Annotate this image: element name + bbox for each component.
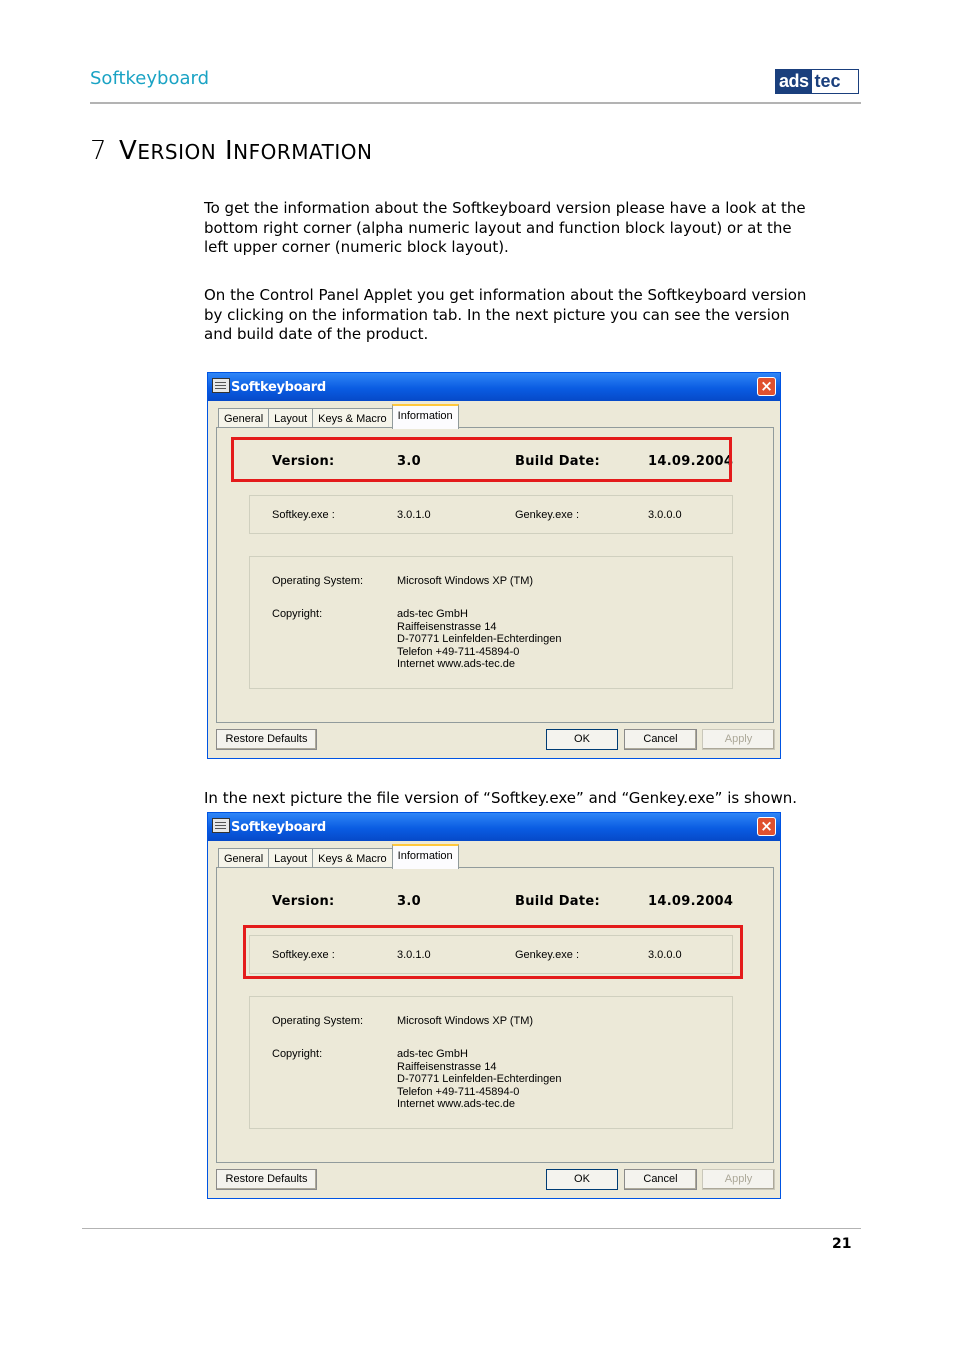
genkey-value: 3.0.0.0 — [648, 949, 682, 961]
genkey-label: Genkey.exe : — [515, 509, 579, 521]
dialog-titlebar[interactable] — [208, 813, 780, 841]
tab-bar — [218, 847, 458, 869]
restore-defaults-button[interactable]: Restore Defaults — [216, 729, 317, 750]
copyright-label: Copyright: — [272, 1048, 323, 1060]
softkeyboard-dialog-2 — [207, 812, 781, 1199]
copyright-block — [397, 1048, 562, 1111]
os-label: Operating System: — [272, 575, 364, 587]
tab-information[interactable]: Information — [392, 404, 459, 429]
heading-word-nformation: NFORMATION — [233, 140, 373, 164]
heading-letter-v: V — [119, 136, 138, 166]
copyright-block — [397, 608, 562, 671]
copyright-line: ads-tec GmbH — [397, 608, 468, 620]
copyright-line: D-70771 Leinfelden-Echterdingen — [397, 633, 562, 645]
copyright-line: D-70771 Leinfelden-Echterdingen — [397, 1073, 562, 1085]
tab-general[interactable]: General — [218, 408, 269, 429]
genkey-value: 3.0.0.0 — [648, 509, 682, 521]
heading-word-ersion: ERSION — [137, 140, 217, 164]
genkey-label: Genkey.exe : — [515, 949, 579, 961]
copyright-line: Internet www.ads-tec.de — [397, 658, 516, 670]
highlight-version-build — [231, 437, 732, 482]
header-title: Softkeyboard — [90, 68, 210, 89]
copyright-line: Raiffeisenstrasse 14 — [397, 1060, 497, 1073]
dialog-title: Softkeyboard — [231, 820, 326, 835]
close-button[interactable]: × — [757, 377, 776, 396]
system-info-group — [249, 556, 733, 689]
copyright-line: Telefon +49-711-45894-0 — [397, 1085, 520, 1098]
paragraph-1: To get the information about the Softkeyboard version please have a look at the bottom right corner (alpha numeric layout and function block layout) or at the left upper corner (numeric block layout). — [204, 199, 806, 256]
version-label: Version: — [272, 454, 335, 469]
os-label: Operating System: — [272, 1015, 364, 1027]
highlight-file-versions — [243, 925, 743, 979]
cancel-button[interactable]: Cancel — [624, 1169, 697, 1190]
keyboard-icon — [212, 378, 230, 393]
file-version-group — [249, 495, 733, 534]
softkey-value: 3.0.1.0 — [397, 949, 431, 961]
version-label: Version: — [272, 894, 335, 909]
keyboard-icon — [212, 818, 230, 833]
page-number: 21 — [832, 1236, 852, 1252]
dialog-titlebar[interactable] — [208, 373, 780, 401]
section-heading — [90, 136, 372, 166]
tab-layout[interactable]: Layout — [268, 848, 313, 869]
version-value: 3.0 — [397, 894, 421, 909]
restore-defaults-button[interactable]: Restore Defaults — [216, 1169, 317, 1190]
heading-letter-i: I — [224, 136, 234, 166]
system-info-group — [249, 996, 733, 1129]
build-date-value: 14.09.2004 — [648, 454, 734, 469]
apply-button[interactable]: Apply — [702, 1169, 775, 1190]
tab-information[interactable]: Information — [392, 844, 459, 869]
section-number: 7 — [90, 136, 108, 166]
tab-keys-macro[interactable]: Keys & Macro — [312, 408, 392, 429]
os-value: Microsoft Windows XP (TM) — [397, 1015, 534, 1027]
softkey-value: 3.0.1.0 — [397, 509, 431, 521]
information-panel — [216, 867, 774, 1163]
softkey-label: Softkey.exe : — [272, 949, 335, 961]
softkeyboard-dialog-1 — [207, 372, 781, 759]
footer-divider — [82, 1228, 861, 1229]
ok-button[interactable]: OK — [546, 1169, 618, 1190]
build-date-label: Build Date: — [515, 454, 601, 469]
cancel-button[interactable]: Cancel — [624, 729, 697, 750]
os-value: Microsoft Windows XP (TM) — [397, 575, 534, 587]
copyright-line: Telefon +49-711-45894-0 — [397, 645, 520, 658]
ads-tec-logo — [775, 69, 859, 94]
logo-tec: tec — [812, 70, 844, 93]
tab-bar — [218, 407, 458, 429]
tab-general[interactable]: General — [218, 848, 269, 869]
dialog-title: Softkeyboard — [231, 380, 326, 395]
apply-button[interactable]: Apply — [702, 729, 775, 750]
logo-ads: ads — [776, 70, 812, 93]
close-button[interactable]: × — [757, 817, 776, 836]
copyright-line: Raiffeisenstrasse 14 — [397, 620, 497, 633]
softkey-label: Softkey.exe : — [272, 509, 335, 521]
ok-button[interactable]: OK — [546, 729, 618, 750]
build-date-value: 14.09.2004 — [648, 894, 734, 909]
paragraph-3: In the next picture the file version of “Softkey.exe” and “Genkey.exe” is shown. — [204, 789, 797, 807]
tab-keys-macro[interactable]: Keys & Macro — [312, 848, 392, 869]
copyright-line: Internet www.ads-tec.de — [397, 1098, 516, 1110]
paragraph-2: On the Control Panel Applet you get information about the Softkeyboard version by clicking on the information tab. In the next picture you can see the version and build date of the product. — [204, 286, 807, 343]
header-divider — [90, 102, 861, 104]
version-value: 3.0 — [397, 454, 421, 469]
copyright-label: Copyright: — [272, 608, 323, 620]
copyright-line: ads-tec GmbH — [397, 1048, 468, 1060]
build-date-label: Build Date: — [515, 894, 601, 909]
tab-layout[interactable]: Layout — [268, 408, 313, 429]
